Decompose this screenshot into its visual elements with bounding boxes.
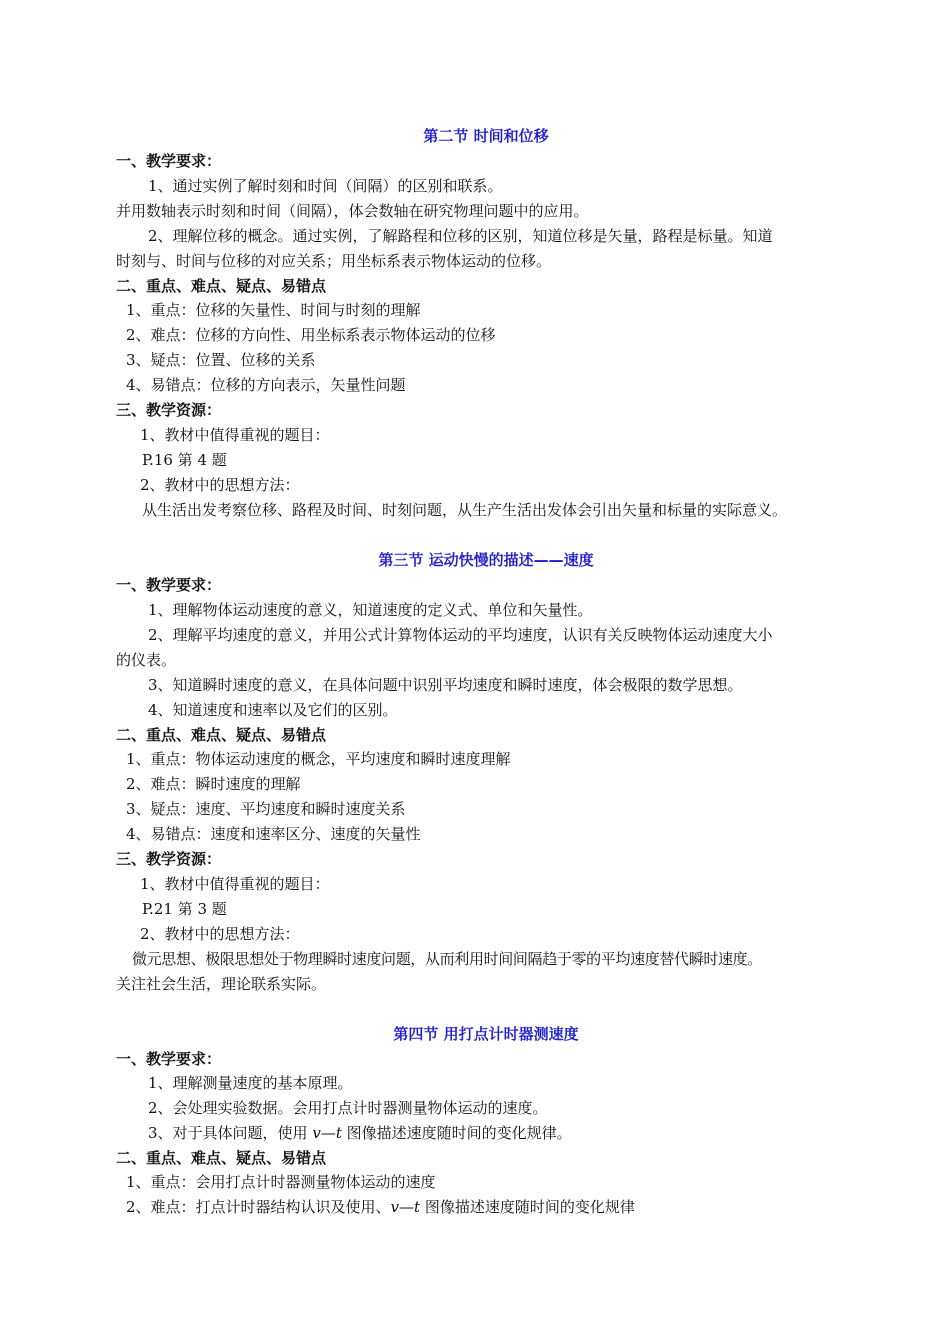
math-v: v [390,1198,400,1216]
paragraph: 1、通过实例了解时刻和时间（间隔）的区别和联系。 [148,177,503,195]
math-dash: — [320,1124,336,1142]
math-t: t [414,1198,421,1216]
math-t: t [335,1124,342,1142]
paragraph: 3、知道瞬时速度的意义，在具体问题中识别平均速度和瞬时速度，体会极限的数学思想。 [148,676,743,694]
section-heading: 二、重点、难点、疑点、易错点 [116,726,327,744]
list-item: 2、教材中的思想方法： [140,925,300,943]
section-heading: 二、重点、难点、疑点、易错点 [116,1149,327,1167]
math-dash: — [399,1198,415,1216]
list-item: 2、教材中的思想方法： [140,476,300,494]
math-v: v [312,1124,321,1142]
section-title: 第二节 时间和位移 [423,127,549,145]
text-run: 2、难点：打点计时器结构认识及使用、 [126,1198,391,1216]
section-heading: 三、教学资源： [116,850,222,868]
text-run: 3、对于具体问题，使用 [148,1124,313,1142]
paragraph: 时刻与、时间与位移的对应关系；用坐标系表示物体运动的位移。 [116,252,552,270]
section-heading: 一、教学要求： [116,1050,222,1068]
paragraph: 4、知道速度和速率以及它们的区别。 [148,701,398,719]
list-item: 1、重点：物体运动速度的概念，平均速度和瞬时速度理解 [126,750,511,768]
list-item: 3、疑点：速度、平均速度和瞬时速度关系 [126,800,406,818]
reference: P.16 第 4 题 [142,451,227,469]
section-heading: 二、重点、难点、疑点、易错点 [116,277,327,295]
list-item: 3、疑点：位置、位移的关系 [126,351,316,369]
paragraph: 的仪表。 [116,651,177,669]
section-title: 第四节 用打点计时器测速度 [393,1025,579,1043]
section-heading: 一、教学要求： [116,152,222,170]
list-item: 4、易错点：位移的方向表示，矢量性问题 [126,376,406,394]
list-item: 4、易错点：速度和速率区分、速度的矢量性 [126,825,421,843]
paragraph: 关注社会生活，理论联系实际。 [116,975,327,993]
list-item [126,1197,866,1217]
section-title: 第三节 运动快慢的描述——速度 [378,551,594,569]
text-run: 图像描述速度随时间的变化规律。 [341,1124,572,1142]
paragraph [148,1123,888,1143]
list-item: 1、教材中值得重视的题目： [140,875,330,893]
paragraph: 1、理解物体运动速度的意义，知道速度的定义式、单位和矢量性。 [148,601,593,619]
section-heading: 一、教学要求： [116,576,222,594]
list-item: 2、难点：位移的方向性、用坐标系表示物体运动的位移 [126,326,496,344]
paragraph: 2、理解平均速度的意义，并用公式计算物体运动的平均速度，认识有关反映物体运动速度大小 [148,626,773,644]
paragraph: 从生活出发考察位移、路程及时间、时刻问题，从生产生活出发体会引出矢量和标量的实际意义。 [142,501,788,519]
paragraph: 2、理解位移的概念。通过实例，了解路程和位移的区别，知道位移是矢量，路程是标量。知道 [148,227,773,245]
text-run: 图像描述速度随时间的变化规律 [420,1198,635,1216]
paragraph: 1、理解测量速度的基本原理。 [148,1074,353,1092]
list-item: 1、重点：会用打点计时器测量物体运动的速度 [126,1173,436,1191]
paragraph: 并用数轴表示时刻和时间（间隔），体会数轴在研究物理问题中的应用。 [116,202,589,220]
reference: P.21 第 3 题 [142,900,227,918]
list-item: 1、教材中值得重视的题目： [140,426,330,444]
section-heading: 三、教学资源： [116,401,222,419]
list-item: 1、重点：位移的矢量性、时间与时刻的理解 [126,301,421,319]
list-item: 2、难点：瞬时速度的理解 [126,775,301,793]
paragraph: 2、会处理实验数据。会用打点计时器测量物体运动的速度。 [148,1099,548,1117]
paragraph: 微元思想、极限思想处于物理瞬时速度问题，从而利用时间间隔趋于零的平均速度替代瞬时速度。 [132,950,762,968]
